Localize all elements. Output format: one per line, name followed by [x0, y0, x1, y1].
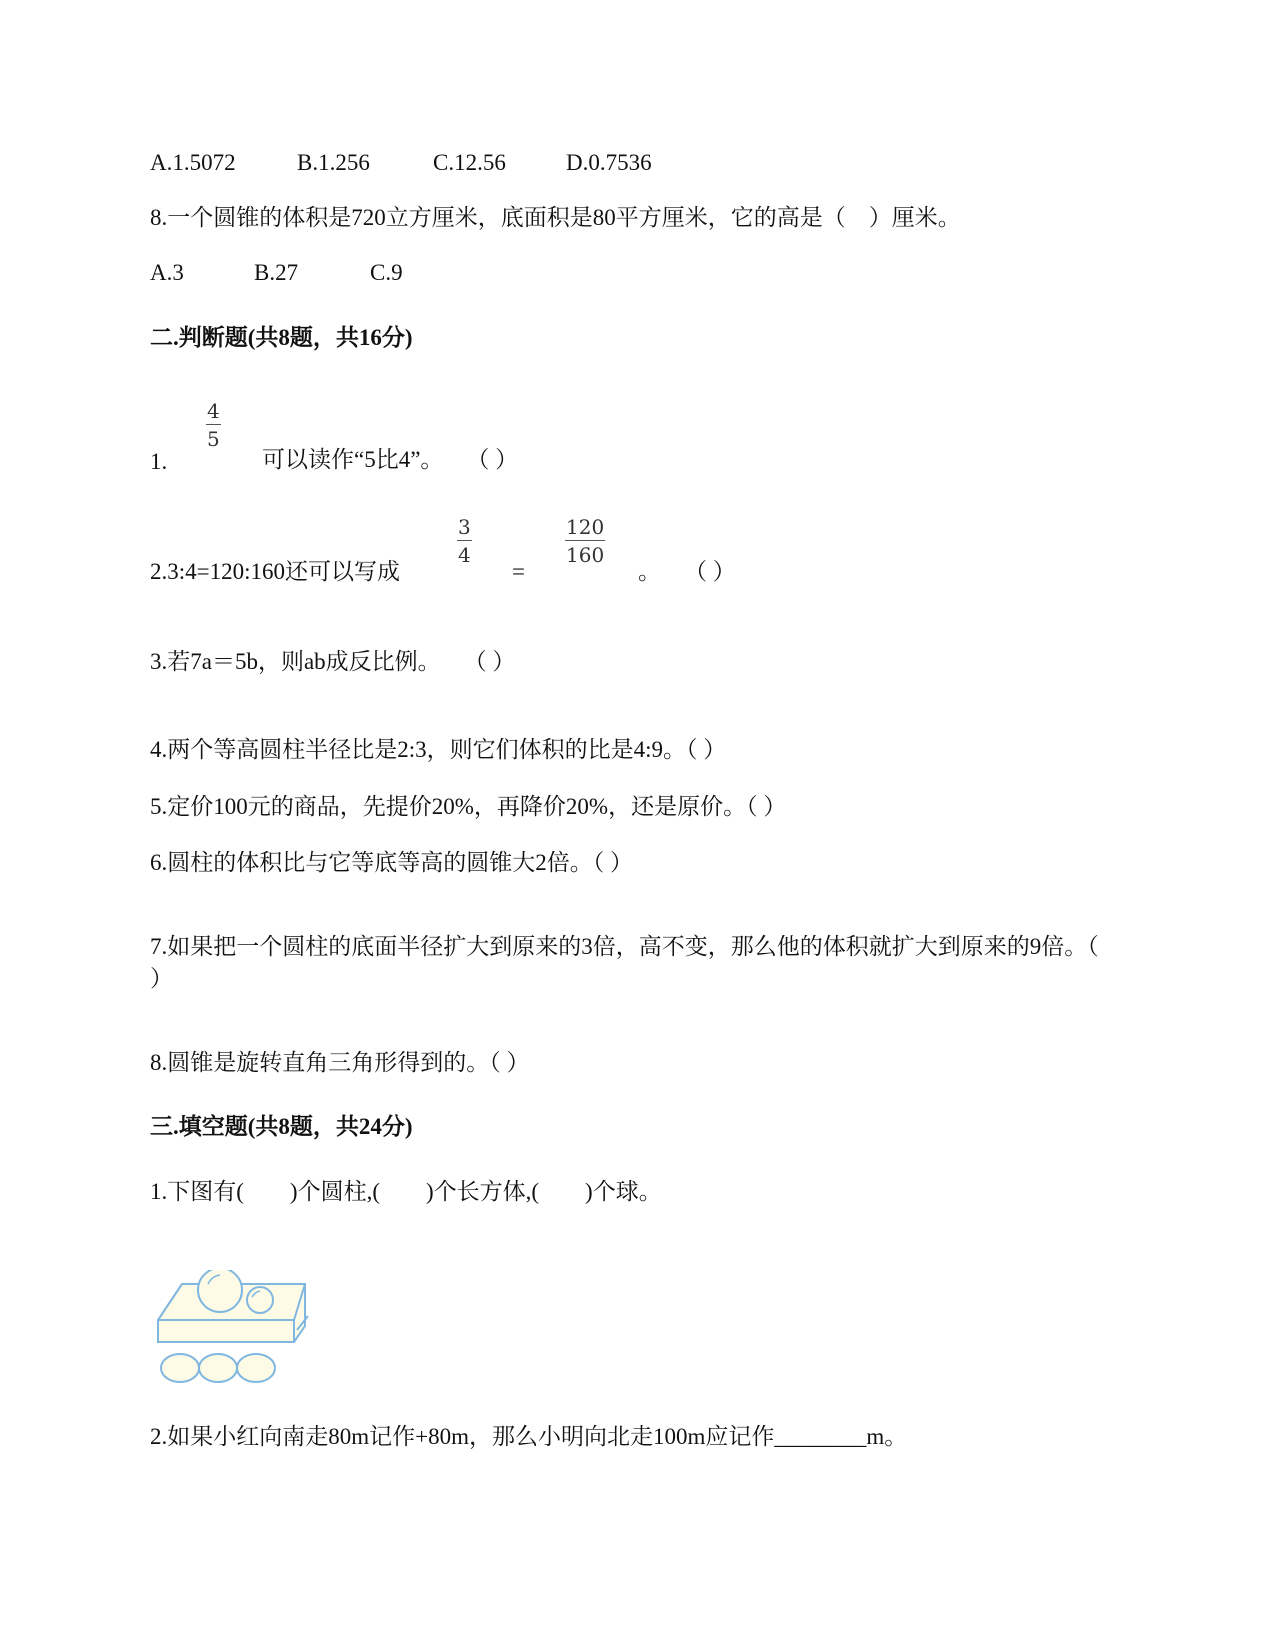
s2-q3: 3.若7a＝5b，则ab成反比例。 （ ）: [150, 649, 516, 674]
section2-title: 二.判断题(共8题，共16分): [150, 325, 413, 350]
s2-q5: 5.定价100元的商品，先提价20%，再降价20%，还是原价。（ ）: [150, 794, 787, 819]
q7-option-b: B.1.256: [297, 150, 370, 175]
sphere-icon: [247, 1287, 273, 1313]
q8-text: 8.一个圆锥的体积是720立方厘米，底面积是80平方厘米，它的高是（ ）厘米。: [150, 205, 961, 230]
cylinder-icon: [237, 1354, 275, 1382]
s2-q2-frac1-denominator: 4: [458, 543, 471, 567]
s2-q1-fraction: [206, 400, 221, 450]
s2-q4: 4.两个等高圆柱半径比是2:3，则它们体积的比是4:9。（ ）: [150, 737, 727, 762]
s2-q7: 7.如果把一个圆柱的底面半径扩大到原来的3倍，高不变，那么他的体积就扩大到原来的9倍。（ ）: [150, 934, 1099, 991]
q7-option-d: D.0.7536: [566, 150, 652, 175]
fraction-bar: [457, 540, 472, 541]
s2-q6: 6.圆柱的体积比与它等底等高的圆锥大2倍。（ ）: [150, 850, 633, 875]
s2-q1-frac-numerator: 4: [207, 399, 220, 423]
s3-q2: 2.如果小红向南走80m记作+80m，那么小明向北走100m应记作________m。: [150, 1424, 908, 1449]
s3-q1: 1.下图有( )个圆柱,( )个长方体,( )个球。: [150, 1179, 662, 1204]
q7-option-a: A.1.5072: [150, 150, 236, 175]
fraction-bar: [206, 424, 221, 425]
cylinder-icon: [161, 1354, 199, 1382]
q8-option-a: A.3: [150, 260, 184, 285]
s2-q1-suffix: 可以读作“5比4”。 （ ）: [262, 447, 519, 472]
s2-q2-equals: =: [512, 559, 525, 584]
q7-option-c: C.12.56: [433, 150, 506, 175]
s2-q1-prefix: 1.: [150, 449, 168, 474]
sphere-icon: [198, 1270, 242, 1312]
s2-q2-frac1-numerator: 3: [458, 515, 471, 539]
s2-q2-frac2-numerator: 120: [566, 515, 605, 539]
q8-option-c: C.9: [370, 260, 403, 285]
fraction-bar: [565, 540, 605, 541]
q8-option-b: B.27: [254, 260, 299, 285]
s2-q2-fraction-2: [565, 516, 605, 566]
s2-q8: 8.圆锥是旋转直角三角形得到的。（ ）: [150, 1050, 530, 1075]
s2-q1-frac-denominator: 5: [207, 427, 220, 451]
shapes-figure: [150, 1270, 320, 1395]
s2-q2-prefix: 2.3:4=120:160还可以写成: [150, 559, 401, 584]
shapes-figure-svg: [150, 1270, 320, 1390]
s2-q2-fraction-1: [457, 516, 472, 566]
section3-title: 三.填空题(共8题，共24分): [150, 1114, 413, 1139]
s2-q2-suffix: 。 （ ）: [638, 559, 736, 584]
cylinder-icon: [199, 1354, 237, 1382]
s2-q2-frac2-denominator: 160: [566, 543, 605, 567]
